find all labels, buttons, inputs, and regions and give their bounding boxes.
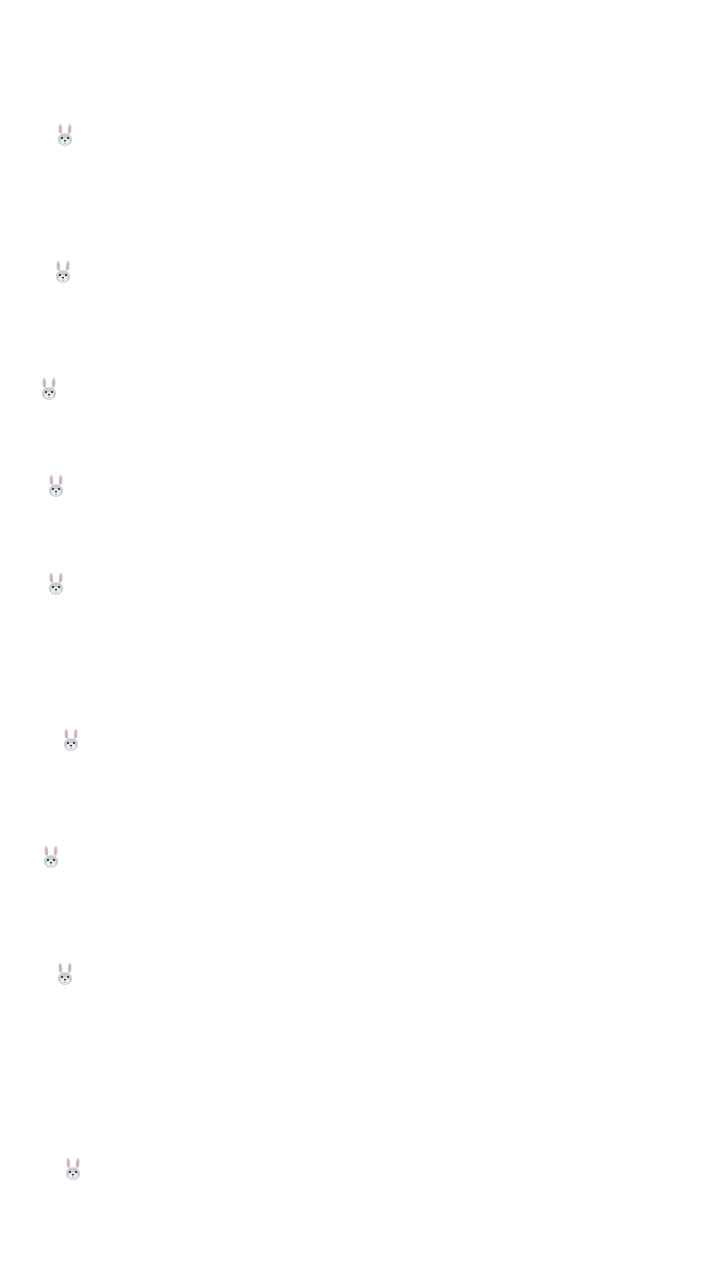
rabbit-face-icon <box>55 123 75 147</box>
rabbit-icon[interactable] <box>63 1157 83 1181</box>
rabbit-face-icon <box>46 572 66 596</box>
rabbit-face-icon <box>55 962 75 986</box>
rabbit-icon[interactable] <box>41 845 61 869</box>
rabbit-face-icon <box>63 1157 83 1181</box>
rabbit-icon[interactable] <box>55 123 75 147</box>
rabbit-face-icon <box>39 377 59 401</box>
rabbit-icon[interactable] <box>53 260 73 284</box>
rabbit-icon[interactable] <box>46 474 66 498</box>
rabbit-face-icon <box>61 728 81 752</box>
rabbit-icon[interactable] <box>61 728 81 752</box>
rabbit-icon[interactable] <box>39 377 59 401</box>
rabbit-face-icon <box>41 845 61 869</box>
rabbit-icon[interactable] <box>46 572 66 596</box>
rabbit-icon[interactable] <box>55 962 75 986</box>
rabbit-face-icon <box>53 260 73 284</box>
rabbit-face-icon <box>46 474 66 498</box>
